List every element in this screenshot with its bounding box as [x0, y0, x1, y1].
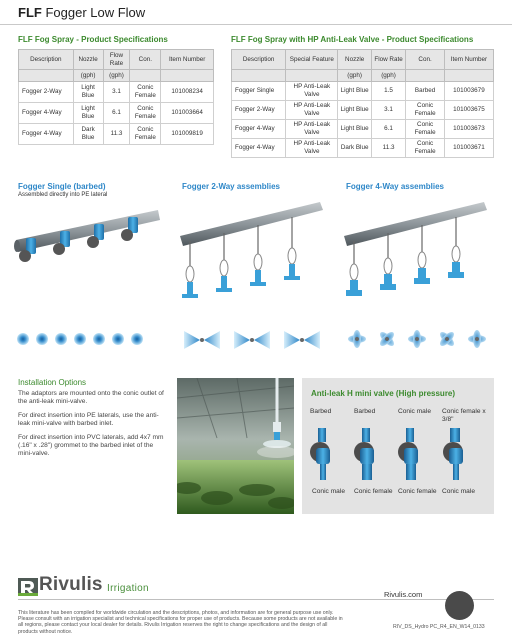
valve-bottom-label: Conic female — [354, 488, 393, 495]
table-row — [19, 82, 214, 103]
valve-bottom-label: Conic male — [442, 488, 475, 495]
unit-cell — [406, 70, 445, 82]
cell-item-number: 101003664 — [161, 103, 214, 124]
cell-item-number: 101003671 — [444, 139, 493, 158]
cell-nozzle: Dark Blue — [338, 139, 371, 158]
fogger-single-illustration — [14, 200, 164, 280]
cell-nozzle: Light Blue — [338, 82, 371, 101]
col-header: Nozzle — [73, 50, 103, 70]
valve-top-label: Barbed — [310, 408, 332, 415]
unit-cell — [19, 70, 74, 82]
brand-subtitle: Irrigation — [107, 583, 149, 594]
assembly-single-title: Fogger Single (barbed) — [18, 182, 106, 191]
cell-item-number: 101008234 — [161, 82, 214, 103]
col-header: Description — [232, 50, 286, 70]
valve-top-label: Barbed — [354, 408, 376, 415]
unit-cell — [286, 70, 338, 82]
cell-special-feature: HP Anti-Leak Valve — [286, 139, 338, 158]
installation-paragraph: The adaptors are mounted onto the conic outlet of the anti-leak mini-valve. — [18, 390, 164, 406]
valve-top-label: Conic male — [398, 408, 431, 415]
valve-bottom-label: Conic female — [398, 488, 437, 495]
unit-cell: (gph) — [73, 70, 103, 82]
units-row — [232, 70, 494, 82]
spray-pattern-single — [14, 330, 164, 348]
cell-flow-rate: 3.1 — [103, 82, 130, 103]
col-header: Special Feature — [286, 50, 338, 70]
valve-barbed-female — [354, 428, 374, 480]
assembly-single-subtitle: Assembled directly into PE lateral — [18, 192, 108, 198]
cell-item-number: 101003675 — [444, 101, 493, 120]
unit-cell — [444, 70, 493, 82]
cell-flow-rate: 11.3 — [103, 124, 130, 145]
cell-special-feature: HP Anti-Leak Valve — [286, 120, 338, 139]
cell-connection: Conic Female — [406, 120, 445, 139]
cell-connection: Conic Female — [130, 82, 161, 103]
table1-title: FLF Fog Spray - Product Specifications — [18, 35, 168, 44]
cell-nozzle: Light Blue — [73, 82, 103, 103]
title-divider — [0, 24, 512, 25]
col-header: Flow Rate — [371, 50, 405, 70]
cell-description: Fogger 4-Way — [232, 139, 286, 158]
cell-connection: Conic Female — [406, 101, 445, 120]
cell-item-number: 101003673 — [444, 120, 493, 139]
cell-special-feature: HP Anti-Leak Valve — [286, 82, 338, 101]
cell-connection: Conic Female — [130, 124, 161, 145]
col-header: Item Number — [161, 50, 214, 70]
spec-table-fog-spray — [18, 49, 214, 145]
footer-divider — [18, 599, 494, 600]
assembly-4way-title: Fogger 4-Way assemblies — [346, 182, 444, 191]
cell-nozzle: Light Blue — [338, 120, 371, 139]
hanger-assembly — [250, 254, 266, 286]
cell-flow-rate: 1.5 — [371, 82, 405, 101]
assembly-2way-title: Fogger 2-Way assemblies — [182, 182, 280, 191]
unit-cell — [232, 70, 286, 82]
spray-pattern-4way — [344, 326, 494, 352]
spec-table-anti-leak — [231, 49, 494, 158]
col-header: Item Number — [444, 50, 493, 70]
brand-name: Rivulis — [39, 574, 103, 595]
table-row — [19, 124, 214, 145]
cell-description: Fogger Single — [232, 82, 286, 101]
title-name: Fogger Low Flow — [45, 5, 146, 20]
fogger-4way-illustration — [342, 198, 492, 308]
hanger-assembly — [414, 252, 430, 284]
valve-bottom-label: Conic male — [312, 488, 345, 495]
cell-description: Fogger 4-Way — [232, 120, 286, 139]
cell-item-number: 101009819 — [161, 124, 214, 145]
document-id: RIV_DS_Hydro PC_R4_EN_W14_0133 — [393, 624, 485, 630]
cell-description: Fogger 2-Way — [232, 101, 286, 120]
valve-conic-female-male — [443, 428, 463, 480]
cell-connection: Conic Female — [406, 139, 445, 158]
unit-cell — [161, 70, 214, 82]
col-header: Flow Rate — [103, 50, 130, 70]
unit-cell: (gph) — [371, 70, 405, 82]
cell-connection: Conic Female — [130, 103, 161, 124]
cell-nozzle: Light Blue — [73, 103, 103, 124]
col-header: Con. — [130, 50, 161, 70]
cell-flow-rate: 6.1 — [371, 120, 405, 139]
cell-description: Fogger 2-Way — [19, 82, 74, 103]
unit-cell: (gph) — [338, 70, 371, 82]
spray-pattern-2way — [180, 328, 330, 352]
greenhouse-photo — [177, 378, 294, 514]
table-row — [232, 139, 494, 158]
table-row — [232, 82, 494, 101]
rivulis-logo-icon — [18, 578, 38, 596]
table-row — [232, 101, 494, 120]
valve-barbed-male — [310, 428, 330, 480]
hanger-assembly — [346, 264, 362, 296]
website-link[interactable]: Rivulis.com — [384, 590, 423, 599]
hanger-assembly — [448, 246, 464, 278]
anti-leak-valve-panel — [302, 378, 494, 514]
cell-special-feature: HP Anti-Leak Valve — [286, 101, 338, 120]
fogger-2way-illustration — [178, 198, 328, 308]
legal-disclaimer: This literature has been compiled for worldwide circulation and the descriptions, photos, and information are for general purpose use only. Please consult with an irrigation specialist and technical specifications for proper use of products. Because some products are not available in all regions, please contact your local dealer for details. Rivulis Irrigation reserves the right to change specifications and the design of all products without notice. — [18, 610, 343, 635]
unit-cell: (gph) — [103, 70, 130, 82]
cell-description: Fogger 4-Way — [19, 124, 74, 145]
col-header: Con. — [406, 50, 445, 70]
unit-cell — [130, 70, 161, 82]
table-row — [19, 103, 214, 124]
cell-connection: Barbed — [406, 82, 445, 101]
cell-flow-rate: 3.1 — [371, 101, 405, 120]
installation-title: Installation Options — [18, 378, 87, 387]
installation-paragraph: For direct insertion into PVC laterals, add 4x7 mm (.16" x .28") grommet to the barbed inlet of the mini-valve. — [18, 434, 164, 458]
cell-flow-rate: 6.1 — [103, 103, 130, 124]
valve-panel-title: Anti-leak H mini valve (High pressure) — [311, 389, 456, 398]
cell-nozzle: Dark Blue — [73, 124, 103, 145]
units-row — [19, 70, 214, 82]
valve-conic-male-female — [398, 428, 418, 480]
footer-circle-icon — [445, 591, 474, 620]
cell-flow-rate: 11.3 — [371, 139, 405, 158]
valve-top-label: Conic female x 3/8" — [442, 408, 486, 423]
col-header: Nozzle — [338, 50, 371, 70]
hanger-assembly — [182, 266, 198, 298]
cell-nozzle: Light Blue — [338, 101, 371, 120]
table2-title: FLF Fog Spray with HP Anti-Leak Valve - Product Specifications — [231, 35, 474, 44]
hanger-assembly — [284, 248, 300, 280]
col-header: Description — [19, 50, 74, 70]
hanger-assembly — [216, 260, 232, 292]
cell-description: Fogger 4-Way — [19, 103, 74, 124]
page-title — [18, 5, 145, 20]
installation-paragraph: For direct insertion into PE laterals, use the anti-leak mini-valve with barbed inlet. — [18, 412, 159, 428]
table-row — [232, 120, 494, 139]
cell-item-number: 101003679 — [444, 82, 493, 101]
title-code: FLF — [18, 5, 42, 20]
hanger-assembly — [380, 258, 396, 290]
valve-illustrations — [302, 428, 494, 484]
